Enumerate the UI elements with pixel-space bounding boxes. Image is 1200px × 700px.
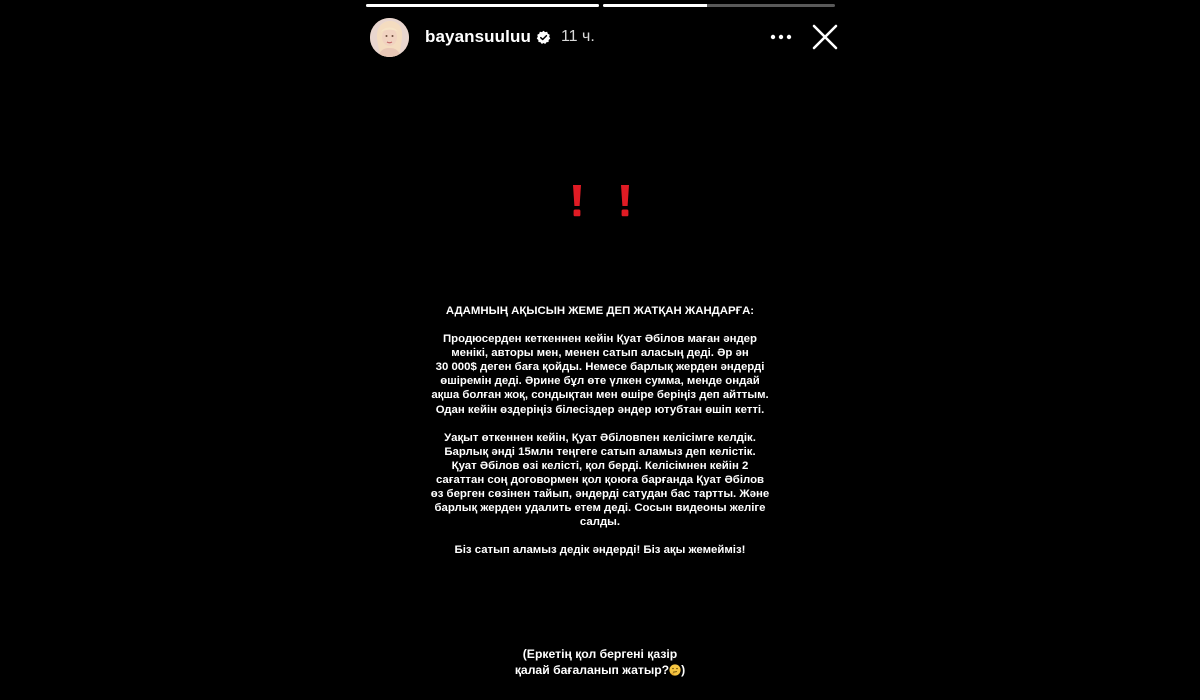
close-icon bbox=[812, 24, 838, 50]
more-options-button[interactable] bbox=[766, 22, 796, 52]
progress-fill bbox=[366, 4, 599, 7]
text-line: Одан кейін өздеріңіз білесіздер әндер ютубтан өшіп кетті. bbox=[435, 403, 765, 416]
text-line: өз берген сөзінен тайып, әндерді сатудан бас тартты. Және bbox=[430, 488, 770, 501]
verified-badge-icon bbox=[536, 30, 551, 45]
close-button[interactable] bbox=[810, 22, 840, 52]
caption-line: (Еркетің қол бергені қазір bbox=[522, 647, 678, 661]
text-line: Барлық әнді 15млн теңгеге сатып аламыз деп келістік. bbox=[444, 445, 756, 458]
text-line: сағаттан соң договормен қол қоюға барғанда Қуат Әбілов bbox=[435, 473, 765, 486]
progress-segment bbox=[603, 4, 836, 7]
progress-fill bbox=[603, 4, 708, 7]
headline: АДАМНЫҢ АҚЫСЫН ЖЕМЕ ДЕП ЖАТҚАН ЖАНДАРҒА: bbox=[445, 305, 755, 317]
text-line: менікі, авторы мен, менен сатып аласың деді. Әр ән bbox=[451, 347, 749, 360]
paragraph-1 bbox=[400, 332, 800, 417]
caption-line-end: ) bbox=[681, 663, 686, 677]
text-line: ақша болған жоқ, сондықтан мен өшіре беріңіз деп айттым. bbox=[431, 389, 769, 402]
post-time: 11 ч. bbox=[560, 28, 595, 45]
avatar[interactable] bbox=[370, 18, 409, 57]
progress-segment bbox=[366, 4, 599, 7]
exclamation-mark-icon bbox=[570, 184, 584, 218]
thinking-face-emoji-icon bbox=[669, 664, 681, 676]
avatar-image bbox=[370, 18, 409, 57]
exclamation-mark-icon bbox=[618, 184, 632, 218]
story-caption bbox=[480, 646, 720, 678]
story-progress bbox=[366, 4, 835, 7]
more-horizontal-icon bbox=[770, 34, 792, 40]
text-line: 30 000$ деген баға қойды. Немесе барлық жерден әндерді bbox=[435, 361, 765, 374]
caption-line-text: қалай бағаланып жатыр? bbox=[514, 663, 670, 677]
text-line: өшіремін деді. Әрине бұл өте үлкен сумма, менде ондай bbox=[440, 375, 760, 388]
username[interactable]: bayansuuluu bbox=[425, 27, 531, 46]
caption-line-2 bbox=[480, 662, 720, 678]
double-exclamation-icon bbox=[570, 184, 632, 218]
text-line: Уақыт өткеннен кейін, Қуат Әбіловпен келісімге келдік. bbox=[444, 431, 756, 444]
story-header bbox=[370, 16, 840, 58]
text-line: Продюсерден кеткеннен кейін Қуат Әбілов маған әндер bbox=[443, 333, 757, 346]
text-line: барлық жерден удалить етем деді. Сосын видеоны желіге bbox=[434, 502, 766, 515]
paragraph-2 bbox=[400, 431, 800, 530]
story-text bbox=[400, 304, 800, 557]
closing-line: Біз сатып аламыз дедік әндерді! Біз ақы жемейміз! bbox=[454, 544, 746, 557]
text-line: салды. bbox=[579, 516, 621, 529]
text-line: Қуат Әбілов өзі келісті, қол берді. Келісімнен кейін 2 bbox=[451, 459, 749, 472]
